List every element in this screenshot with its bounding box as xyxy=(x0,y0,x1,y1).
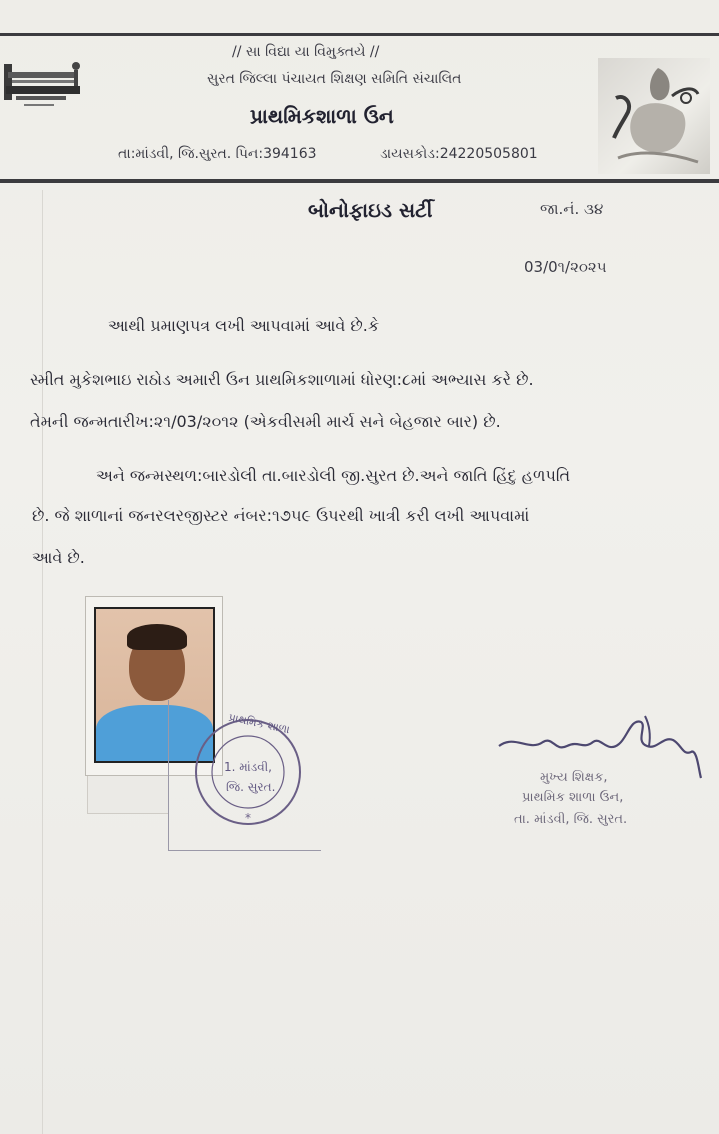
signatory-designation: મુખ્ય શિક્ષક, xyxy=(540,770,608,785)
seal-text-line2: જિ. સુરત. xyxy=(226,780,276,794)
header-top-rule xyxy=(0,33,719,36)
body-line-2: તેમની જન્મતારીખ:૨૧/03/૨૦૧૨ (એકવીસમી માર્ચ સને બેહજાર બાર) છે. xyxy=(30,412,501,431)
school-address: તા:માંડવી, જિ.સુરત. પિન:394163 xyxy=(118,146,317,162)
certificate-title: બોનોફાઇડ સર્ટી xyxy=(308,198,433,222)
photo-shadow xyxy=(87,770,169,814)
seal-text-line1: 1. માંડવી, xyxy=(224,760,272,774)
saraswati-image-icon xyxy=(598,58,710,174)
svg-text:*: * xyxy=(245,811,251,825)
motto: // સા વિદ્યા યા વિમુક્તયે // xyxy=(232,44,380,60)
margin-line xyxy=(42,190,43,1134)
body-line-3: અને જન્મસ્થળ:બારડોલી તા.બારડોલી જી.સુરત છે.અને જાતિ હિંદુ હળપતિ xyxy=(96,466,571,485)
header-bottom-rule xyxy=(0,179,719,183)
body-line-4: છે. જે શાળાનાં જનરલરજીસ્ટર નંબર:૧૭૫૯ ઉપરથી ખાત્રી કરી લખી આપવામાં xyxy=(32,506,530,525)
dise-code: ડાયસકોડ:24220505801 xyxy=(380,146,538,162)
school-name: પ્રાથમિકશાળા ઉન xyxy=(250,104,394,128)
organization-line: સુરત જિલ્લા પંચાયત શિક્ષણ સમિતિ સંચાલિત xyxy=(207,71,462,87)
body-line-1: સ્મીત મુકેશભાઇ રાઠોડ અમારી ઉન પ્રાથમિકશાળામાં ધોરણ:૮માં અભ્યાસ કરે છે. xyxy=(30,370,534,389)
body-line-5: આવે છે. xyxy=(32,548,85,567)
signatory-place: તા. માંડવી, જિ. સુરત. xyxy=(514,812,628,827)
seal-text-top: પ્રાથમિક શાળા xyxy=(227,710,292,737)
samiti-logo-icon xyxy=(2,52,84,112)
certificate-date: 03/0૧/૨૦૨૫ xyxy=(524,258,607,276)
outward-number: જા.નં. ૩૪ xyxy=(540,200,604,218)
intro-line: આથી પ્રમાણપત્ર લખી આપવામાં આવે છે.કે xyxy=(108,316,380,335)
signatory-school: પ્રાથમિક શાળા ઉન, xyxy=(522,790,624,805)
